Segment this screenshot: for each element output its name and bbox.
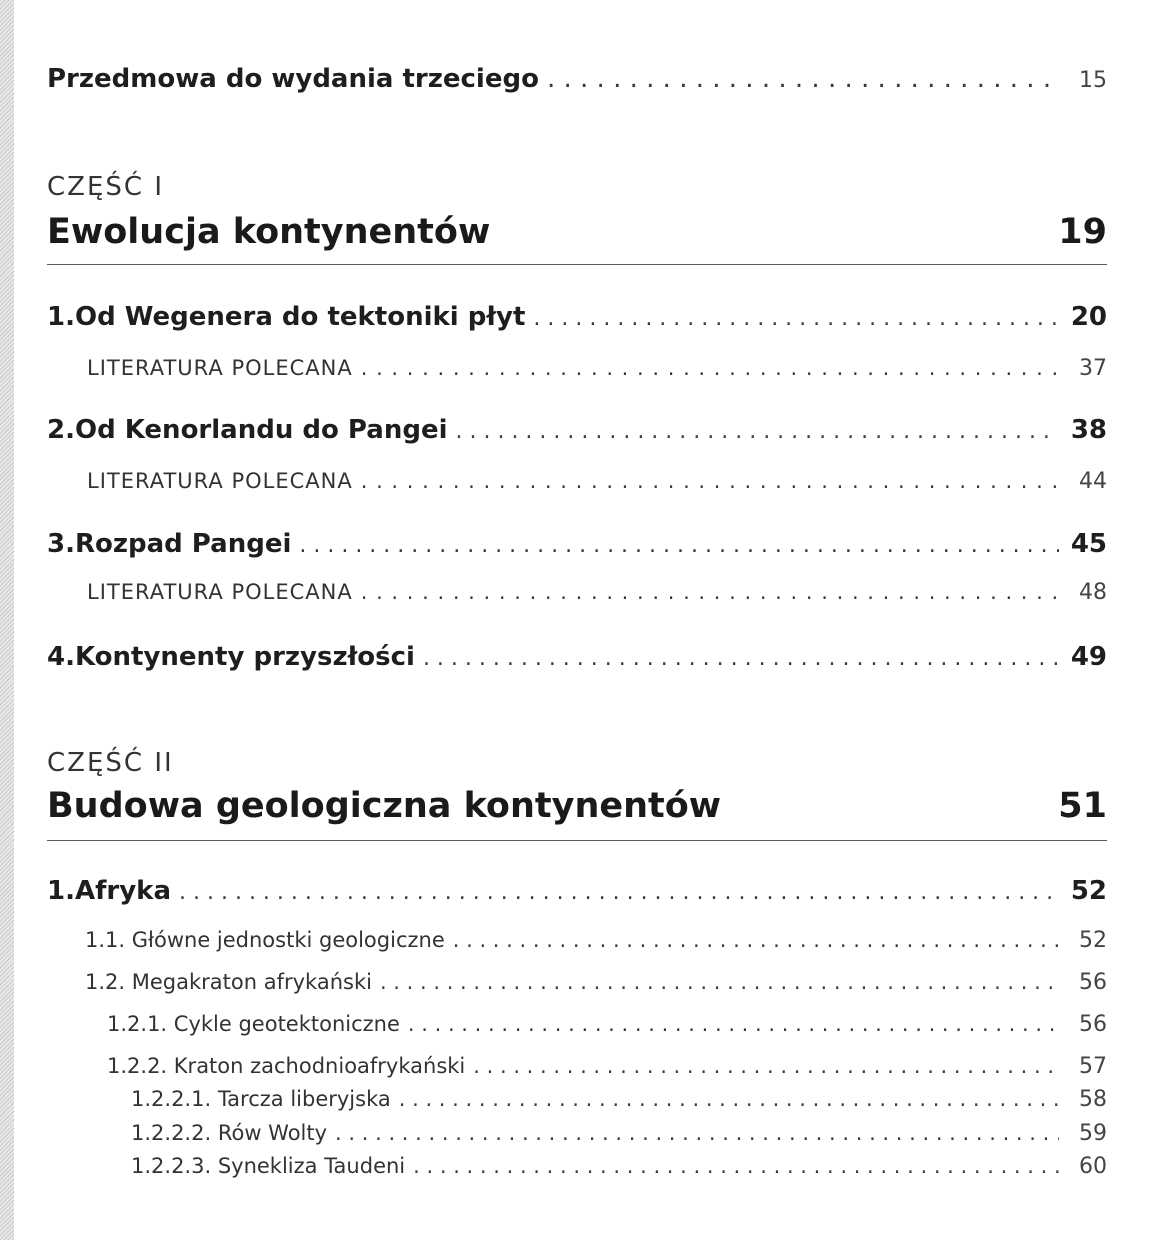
toc-entry-subsubsection[interactable]	[131, 1087, 1107, 1112]
toc-entry-subsection[interactable]	[107, 1054, 1107, 1079]
toc-entry-chapter[interactable]	[47, 302, 1107, 332]
dot-leader	[335, 1121, 1059, 1145]
toc-entry-subsubsection[interactable]	[131, 1121, 1107, 1146]
dot-leader	[456, 419, 1060, 444]
subsubsection-page-number: 59	[1079, 1121, 1107, 1146]
dot-leader	[399, 1087, 1059, 1111]
toc-entry-literature[interactable]	[87, 469, 1107, 494]
literature-page-number: 37	[1079, 356, 1107, 381]
chapter-page-number: 38	[1070, 415, 1107, 445]
dot-leader	[413, 1154, 1059, 1178]
chapter-number: 2.	[47, 415, 75, 445]
toc-entry-subsection[interactable]	[107, 1012, 1107, 1037]
dot-leader	[361, 469, 1059, 493]
toc-entry-chapter[interactable]	[47, 876, 1107, 906]
toc-entry-literature[interactable]	[87, 356, 1107, 381]
dot-leader	[361, 356, 1059, 380]
chapter-number: 1.	[47, 876, 75, 906]
book-spine-edge	[0, 0, 14, 1240]
part-divider	[47, 264, 1107, 265]
subsubsection-title: 1.2.2.2. Rów Wolty	[131, 1121, 328, 1145]
section-page-number: 52	[1079, 928, 1107, 953]
chapter-page-number: 52	[1070, 876, 1107, 906]
literature-label: LITERATURA POLECANA	[87, 580, 353, 604]
chapter-page-number: 45	[1070, 529, 1107, 559]
subsubsection-title: 1.2.2.3. Synekliza Taudeni	[131, 1154, 406, 1178]
chapter-page-number: 49	[1070, 642, 1107, 672]
chapter-page-number: 20	[1070, 302, 1107, 332]
dot-leader	[380, 970, 1059, 994]
part-title-row[interactable]	[47, 786, 1107, 826]
table-of-contents	[47, 0, 1107, 1240]
part-label: CZĘŚĆ I	[47, 172, 164, 202]
part-page-number: 19	[1058, 212, 1107, 252]
literature-label: LITERATURA POLECANA	[87, 469, 353, 493]
subsection-title: 1.2.2. Kraton zachodnioafrykański	[107, 1054, 466, 1078]
chapter-title: Od Wegenera do tektoniki płyt	[74, 302, 526, 332]
dot-leader	[473, 1054, 1059, 1078]
part-divider	[47, 840, 1107, 841]
toc-entry-chapter[interactable]	[47, 415, 1107, 445]
dot-leader	[408, 1012, 1059, 1036]
toc-entry-section[interactable]	[85, 928, 1107, 953]
chapter-title: Kontynenty przyszłości	[74, 642, 415, 672]
chapter-number: 1.	[47, 302, 75, 332]
dot-leader	[533, 306, 1059, 331]
part-title-row[interactable]	[47, 212, 1107, 252]
toc-entry-preface[interactable]	[47, 64, 1107, 94]
dot-leader	[179, 880, 1059, 905]
part-page-number: 51	[1058, 786, 1107, 826]
section-title: 1.1. Główne jednostki geologiczne	[85, 928, 445, 952]
toc-entry-chapter[interactable]	[47, 642, 1107, 672]
dot-leader	[299, 533, 1059, 558]
subsection-page-number: 57	[1079, 1054, 1107, 1079]
chapter-number: 3.	[47, 529, 75, 559]
dot-leader	[453, 928, 1059, 952]
part-title: Budowa geologiczna kontynentów	[47, 786, 722, 826]
chapter-title: Rozpad Pangei	[74, 529, 292, 559]
dot-leader	[547, 64, 1059, 94]
entry-title: Przedmowa do wydania trzeciego	[47, 64, 539, 94]
dot-leader	[423, 646, 1059, 671]
subsubsection-page-number: 60	[1079, 1154, 1107, 1179]
chapter-number: 4.	[47, 642, 75, 672]
section-title: 1.2. Megakraton afrykański	[85, 970, 372, 994]
subsubsection-page-number: 58	[1079, 1087, 1107, 1112]
chapter-title: Od Kenorlandu do Pangei	[74, 415, 448, 445]
part-title: Ewolucja kontynentów	[47, 212, 491, 252]
literature-page-number: 44	[1079, 469, 1107, 494]
toc-entry-section[interactable]	[85, 970, 1107, 995]
toc-entry-subsubsection[interactable]	[131, 1154, 1107, 1179]
chapter-title: Afryka	[74, 876, 172, 906]
toc-entry-literature[interactable]	[87, 580, 1107, 605]
entry-page-number: 15	[1079, 68, 1107, 93]
toc-entry-chapter[interactable]	[47, 529, 1107, 559]
dot-leader	[361, 580, 1059, 604]
part-label: CZĘŚĆ II	[47, 748, 174, 778]
literature-page-number: 48	[1079, 580, 1107, 605]
subsubsection-title: 1.2.2.1. Tarcza liberyjska	[131, 1087, 391, 1111]
section-page-number: 56	[1079, 970, 1107, 995]
subsection-page-number: 56	[1079, 1012, 1107, 1037]
literature-label: LITERATURA POLECANA	[87, 356, 353, 380]
subsection-title: 1.2.1. Cykle geotektoniczne	[107, 1012, 400, 1036]
